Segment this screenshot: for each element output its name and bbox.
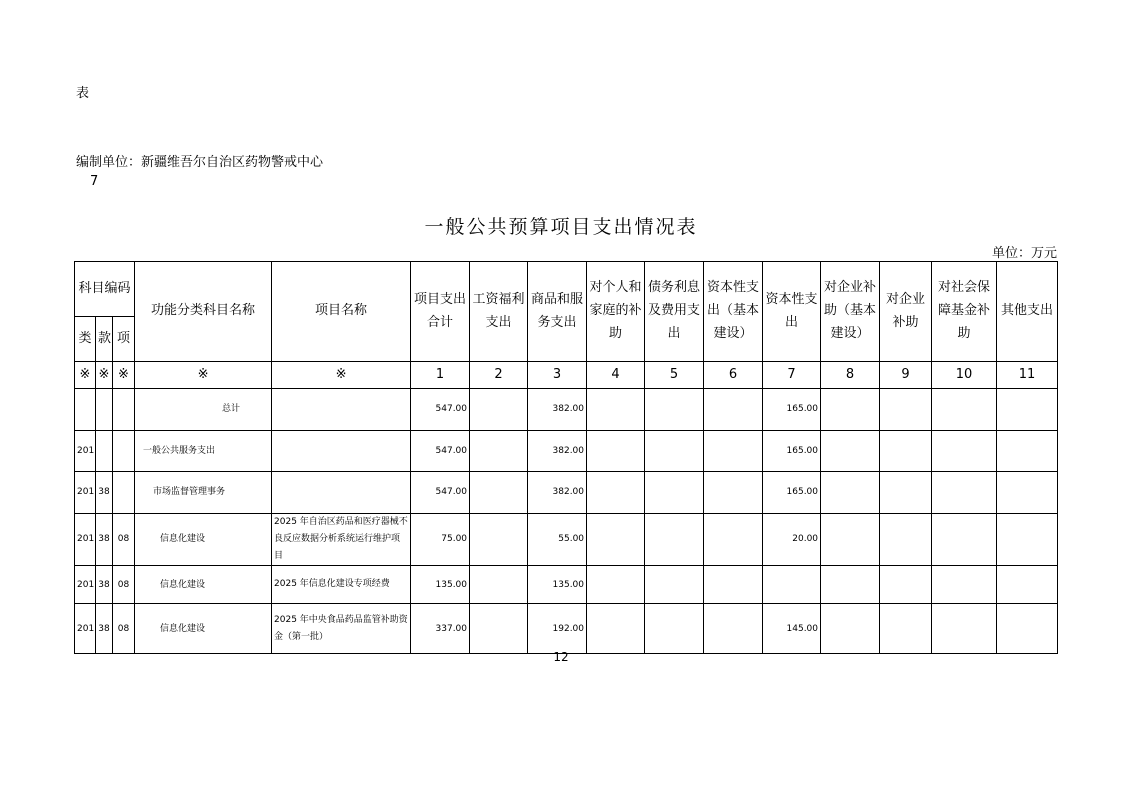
function-name-cell: 信息化建设: [135, 514, 272, 566]
lei-cell: 201: [75, 431, 96, 472]
capital-cell: 165.00: [763, 431, 821, 472]
page-title: 一般公共预算项目支出情况表: [424, 216, 698, 238]
subject-code-header: 科目编码: [75, 262, 135, 317]
wages-cell: [470, 389, 528, 431]
individual-header: 对个人和家庭的补助: [587, 262, 645, 362]
interest-cell: [645, 431, 704, 472]
enterprise-cell: [880, 389, 932, 431]
column-number: 5: [645, 362, 704, 389]
wages-header: 工资福利支出: [470, 262, 528, 362]
capital-cell: 165.00: [763, 472, 821, 514]
total-cell: 337.00: [411, 604, 470, 654]
capital-cell: 165.00: [763, 389, 821, 431]
column-number: 3: [528, 362, 587, 389]
xiang-cell: [113, 431, 135, 472]
other-cell: [997, 389, 1058, 431]
enterprise-basic-cell: [821, 431, 880, 472]
enterprise-basic-cell: [821, 566, 880, 604]
interest-header: 债务利息及费用支出: [645, 262, 704, 362]
total-cell: 75.00: [411, 514, 470, 566]
individual-cell: [587, 604, 645, 654]
marker-cell: ※: [75, 362, 96, 389]
capital-cell: [763, 566, 821, 604]
project-name-cell: 2025 年自治区药品和医疗器械不良反应数据分析系统运行维护项目: [272, 514, 411, 566]
project-name-header: 项目名称: [272, 262, 411, 362]
wages-cell: [470, 431, 528, 472]
individual-cell: [587, 566, 645, 604]
goods-cell: 135.00: [528, 566, 587, 604]
enterprise-cell: [880, 431, 932, 472]
lei-cell: 201: [75, 472, 96, 514]
lei-cell: [75, 389, 96, 431]
individual-cell: [587, 431, 645, 472]
function-name-cell: 总计: [135, 389, 272, 431]
header-label: 表: [76, 86, 90, 101]
kuan-cell: [96, 389, 113, 431]
column-number: 9: [880, 362, 932, 389]
marker-row: [75, 362, 1058, 389]
lei-header: 类: [75, 317, 96, 362]
kuan-cell: 38: [96, 566, 113, 604]
wages-cell: [470, 514, 528, 566]
capital-basic-cell: [704, 472, 763, 514]
individual-cell: [587, 472, 645, 514]
column-number: 7: [763, 362, 821, 389]
individual-cell: [587, 514, 645, 566]
kuan-cell: 38: [96, 514, 113, 566]
function-name-cell: 市场监督管理事务: [135, 472, 272, 514]
enterprise-cell: [880, 566, 932, 604]
table-row: [75, 431, 1058, 472]
table-row: [75, 566, 1058, 604]
marker-cell: ※: [96, 362, 113, 389]
goods-cell: 382.00: [528, 389, 587, 431]
interest-cell: [645, 389, 704, 431]
top-number: 7: [90, 174, 99, 189]
function-name-cell: 信息化建设: [135, 566, 272, 604]
other-cell: [997, 472, 1058, 514]
compiling-unit: 编制单位：新疆维吾尔自治区药物警戒中心: [76, 155, 324, 170]
table-row: [75, 389, 1058, 431]
capital-basic-cell: [704, 604, 763, 654]
lei-cell: 201: [75, 604, 96, 654]
function-name-header: 功能分类科目名称: [135, 262, 272, 362]
individual-cell: [587, 389, 645, 431]
xiang-cell: 08: [113, 514, 135, 566]
enterprise-basic-cell: [821, 514, 880, 566]
function-name-cell: 一般公共服务支出: [135, 431, 272, 472]
total-cell: 547.00: [411, 472, 470, 514]
interest-cell: [645, 514, 704, 566]
other-cell: [997, 566, 1058, 604]
social-cell: [932, 389, 997, 431]
interest-cell: [645, 472, 704, 514]
goods-cell: 382.00: [528, 472, 587, 514]
total-cell: 135.00: [411, 566, 470, 604]
xiang-cell: 08: [113, 604, 135, 654]
total-cell: 547.00: [411, 431, 470, 472]
goods-cell: 382.00: [528, 431, 587, 472]
capital-basic-cell: [704, 389, 763, 431]
enterprise-basic-header: 对企业补助（基本建设）: [821, 262, 880, 362]
capital-header: 资本性支出: [763, 262, 821, 362]
kuan-header: 款: [96, 317, 113, 362]
other-cell: [997, 604, 1058, 654]
social-cell: [932, 431, 997, 472]
unit-label: 单位：万元: [992, 246, 1058, 261]
kuan-cell: 38: [96, 472, 113, 514]
social-cell: [932, 472, 997, 514]
page-number: 12: [553, 650, 569, 664]
capital-cell: 145.00: [763, 604, 821, 654]
marker-cell: ※: [135, 362, 272, 389]
marker-cell: ※: [272, 362, 411, 389]
enterprise-basic-cell: [821, 472, 880, 514]
enterprise-cell: [880, 604, 932, 654]
capital-basic-header: 资本性支出（基本建设）: [704, 262, 763, 362]
column-number: 10: [932, 362, 997, 389]
lei-cell: 201: [75, 566, 96, 604]
interest-cell: [645, 566, 704, 604]
column-number: 1: [411, 362, 470, 389]
project-name-cell: [272, 472, 411, 514]
total-cell: 547.00: [411, 389, 470, 431]
xiang-cell: [113, 389, 135, 431]
table-row: [75, 472, 1058, 514]
function-name-cell: 信息化建设: [135, 604, 272, 654]
wages-cell: [470, 566, 528, 604]
table-row: [75, 604, 1058, 654]
project-name-cell: [272, 431, 411, 472]
column-number: 11: [997, 362, 1058, 389]
project-name-cell: [272, 389, 411, 431]
social-cell: [932, 604, 997, 654]
social-header: 对社会保障基金补助: [932, 262, 997, 362]
table-row: [75, 514, 1058, 566]
column-number: 6: [704, 362, 763, 389]
other-header: 其他支出: [997, 262, 1058, 362]
other-cell: [997, 431, 1058, 472]
kuan-cell: 38: [96, 604, 113, 654]
lei-cell: 201: [75, 514, 96, 566]
header-row: [75, 262, 1058, 317]
goods-cell: 192.00: [528, 604, 587, 654]
enterprise-header: 对企业补助: [880, 262, 932, 362]
project-name-cell: 2025 年信息化建设专项经费: [272, 566, 411, 604]
goods-cell: 55.00: [528, 514, 587, 566]
social-cell: [932, 566, 997, 604]
capital-basic-cell: [704, 514, 763, 566]
column-number: 4: [587, 362, 645, 389]
xiang-cell: 08: [113, 566, 135, 604]
enterprise-basic-cell: [821, 389, 880, 431]
column-number: 8: [821, 362, 880, 389]
budget-table: [74, 261, 1058, 654]
xiang-cell: [113, 472, 135, 514]
goods-header: 商品和服务支出: [528, 262, 587, 362]
wages-cell: [470, 604, 528, 654]
interest-cell: [645, 604, 704, 654]
marker-cell: ※: [113, 362, 135, 389]
total-header: 项目支出合计: [411, 262, 470, 362]
enterprise-cell: [880, 514, 932, 566]
kuan-cell: [96, 431, 113, 472]
capital-cell: 20.00: [763, 514, 821, 566]
xiang-header: 项: [113, 317, 135, 362]
other-cell: [997, 514, 1058, 566]
capital-basic-cell: [704, 431, 763, 472]
project-name-cell: 2025 年中央食品药品监管补助资金（第一批）: [272, 604, 411, 654]
capital-basic-cell: [704, 566, 763, 604]
enterprise-basic-cell: [821, 604, 880, 654]
column-number: 2: [470, 362, 528, 389]
enterprise-cell: [880, 472, 932, 514]
social-cell: [932, 514, 997, 566]
wages-cell: [470, 472, 528, 514]
